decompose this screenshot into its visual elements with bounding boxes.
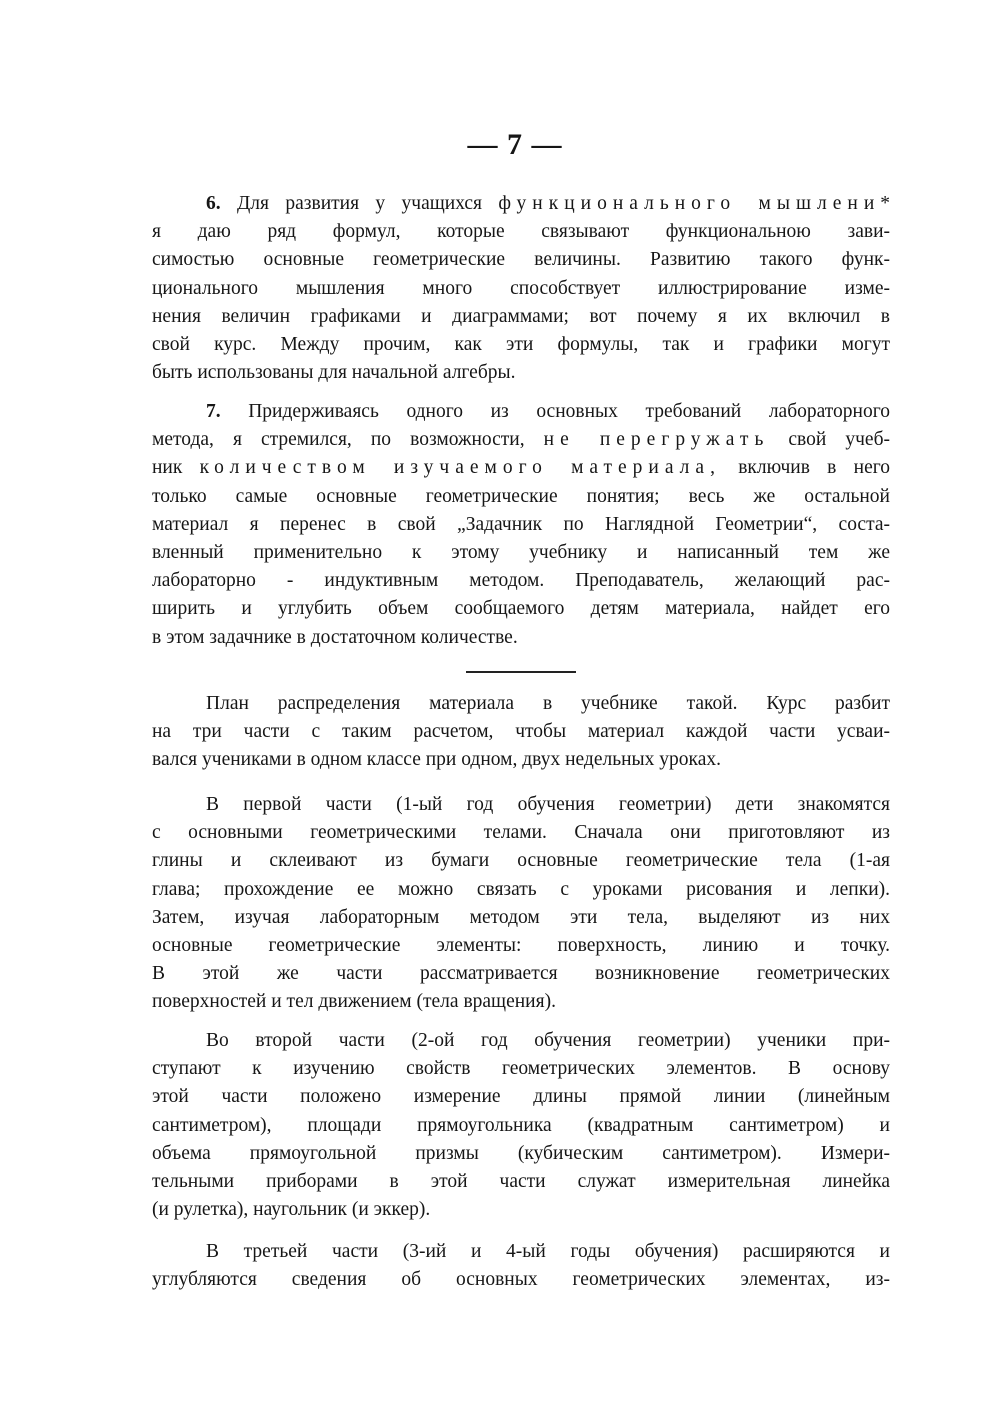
section-divider [466, 671, 576, 673]
text-line: вленный применительно к этому учебнику и написанный тем же [152, 542, 890, 564]
paragraph-7 [152, 398, 890, 652]
paragraph-part-1 [152, 791, 890, 1017]
paragraph-number: 7. [206, 401, 221, 422]
text-line: только самые основные геометрические понятия; весь же остальной [152, 485, 890, 507]
text-line: нения величин графиками и диаграммами; вот почему я их включил в [152, 305, 890, 327]
text-line: объема прямоугольной призмы (кубическим сантиметром). Измери- [152, 1142, 890, 1164]
spaced-emphasis: функционального мышлени [498, 193, 881, 214]
text-line [152, 454, 890, 482]
text-line: материал я перенес в свой „Задачник по Наглядной Геометрии“, соста- [152, 513, 890, 535]
text-fragment: * [880, 193, 891, 214]
text-line: В первой части (1-ый год обучения геометрии) дети знакомятся [206, 794, 890, 815]
text-line [152, 190, 890, 218]
text-line: поверхностей и тел движением (тела вращения). [152, 991, 556, 1013]
text-line: Во второй части (2-ой год обучения геометрии) ученики при- [206, 1030, 890, 1051]
text-line: с основными геометрическими телами. Сначала они приготовляют из [152, 822, 890, 844]
text-fragment: Придерживаясь одного из основных требований лабораторного [248, 401, 890, 422]
paragraph-6 [152, 190, 890, 387]
text-line: Затем, изучая лабораторным методом эти тела, выделяют из них [152, 906, 890, 928]
text-line: ширить и углубить объем сообщаемого детям материала, найдет его [152, 598, 890, 620]
text-fragment: свой учеб- [769, 429, 891, 451]
text-line: я даю ряд формул, которые связывают функциональною зави- [152, 221, 890, 243]
text-line: глины и склеивают из бумаги основные геометрические тела (1-ая [152, 850, 890, 872]
text-line: углубляются сведения об основных геометрических элементах, из- [152, 1269, 890, 1291]
text-fragment: ник [152, 457, 200, 479]
text-line: В этой же части рассматривается возникновение геометрических [152, 963, 890, 985]
page-number: — 7 — [467, 128, 563, 161]
text-line: вался учениками в одном классе при одном, двух недельных уроках. [152, 749, 721, 771]
text-line: План распределения материала в учебнике такой. Курс разбит [206, 693, 890, 714]
text-line [152, 426, 890, 454]
text-line: в этом задачнике в достаточном количестве. [152, 626, 518, 648]
text-fragment: включив в него [720, 457, 890, 479]
paragraph-part-3 [152, 1238, 890, 1294]
text-line: тельными приборами в этой части служат измерительная линейка [152, 1171, 890, 1193]
text-line: симостью основные геометрические величины. Развитию такого функ- [152, 249, 890, 271]
text-fragment: Для развития у учащихся [237, 193, 499, 214]
text-fragment: метода, я стремился, по возможности, [152, 429, 544, 451]
paragraph-plan [152, 690, 890, 775]
text-line: ступают к изучению свойств геометрических элементов. В основу [152, 1058, 890, 1080]
text-line: (и рулетка), наугольник (и эккер). [152, 1199, 431, 1221]
text-line: на три части с таким расчетом, чтобы материал каждой части усваи- [152, 721, 890, 743]
text-line: лабораторно - индуктивным методом. Преподаватель, желающий рас- [152, 570, 890, 592]
spaced-emphasis: количеством изучаемого материала, [199, 457, 721, 479]
text-line: свой курс. Между прочим, как эти формулы, так и графики могут [152, 334, 890, 356]
spaced-emphasis: не перегружать [543, 429, 770, 451]
text-line: сантиметром), площади прямоугольника (квадратным сантиметром) и [152, 1114, 890, 1136]
text-line [152, 398, 890, 426]
paragraph-part-2 [152, 1027, 890, 1224]
text-line: ционального мышления много способствует иллюстрирование изме- [152, 277, 890, 299]
text-line: основные геометрические элементы: поверхность, линию и точку. [152, 935, 890, 957]
text-line: В третьей части (3-ий и 4-ый годы обучения) расширяются и [206, 1241, 890, 1262]
paragraph-number: 6. [206, 193, 221, 214]
text-line: этой части положено измерение длины прямой линии (линейным [152, 1086, 890, 1108]
text-line: быть использованы для начальной алгебры. [152, 362, 516, 384]
text-line: глава; прохождение ее можно связать с уроками рисования и лепки). [152, 878, 890, 900]
